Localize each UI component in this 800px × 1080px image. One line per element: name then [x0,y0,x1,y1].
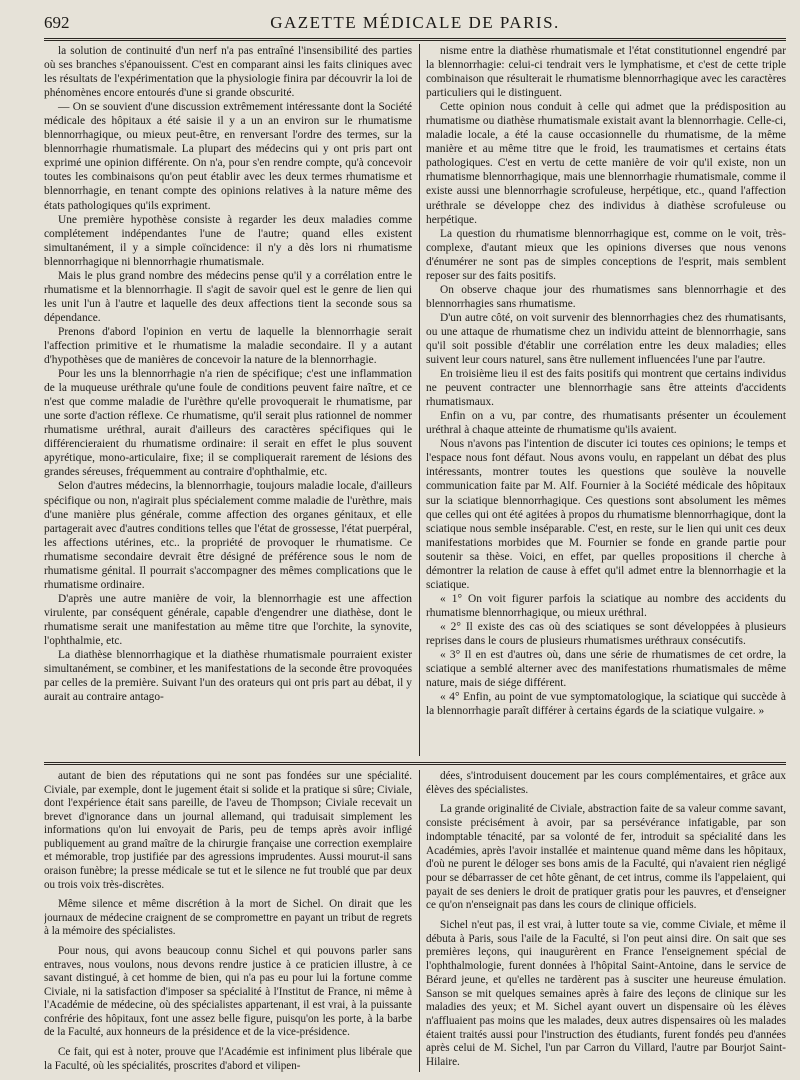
lower-right-column [426,770,786,1072]
section-rule [44,762,786,765]
paragraph: D'après une autre manière de voir, la blennorrhagie est une affection virulente, par conséquent générale, capable d'engendrer une diathèse, dont le rhumatisme serait une manifestation au même titre que l'orchite, la synovite, l'ophthalmie, etc. [44,592,412,647]
paragraph: nisme entre la diathèse rhumatismale et l'état constitutionnel engendré par la blennorrhagie: celui-ci tendrait vers le lymphatisme, et c'est de cette triple combinaison que résulterait le rhumatisme blennorrhagique avec les caractères particuliers qui le distinguent. [426,45,786,100]
paragraph: Même silence et même discrétion à la mort de Sichel. On dirait que les journaux de médecine craignent de se compromettre en payant un tribut de regrets à la mémoire des spécialistes. [44,898,412,938]
paragraph: « 3° Il en est d'autres où, dans une série de rhumatismes de cet ordre, la sciatique a semblé alterner avec des manifestations rhumatismales de même nature, mais de siége différent. [426,649,786,690]
header-rule [44,38,786,41]
paragraph: La grande originalité de Civiale, abstraction faite de sa valeur comme savant, consiste précisément à avoir, par sa persévérance infatigable, par son indomptable ténacité, par sa volonté de fer, introduit sa spécialité dans les Académies, après l'avoir installée et maintenue quand même dans les hôpitaux, d'où ne purent le déloger ses bons amis de la Faculté, qui n'avaient rien négligé pour se débarrasser de cet hôte gênant, de cet intrus, comme ils l'appelaient, qui payait de ses deniers le droit de pratiquer gratis pour les pauvres, et d'enseigner ce qu'on n'enseignait pas dans les cours de clinique officiels. [426,803,786,912]
column-rule [419,44,420,756]
paragraph: D'un autre côté, on voit survenir des blennorrhagies chez des rhumatisants, ou une attaque de rhumatisme chez un individu atteint de blennorrhagie, sans qu'il soit possible d'établir une corrélation entre les deux maladies; elles suivent leur cours naturel, sans être nullement influencées l'une par l'autre. [426,311,786,367]
paragraph: Nous n'avons pas l'intention de discuter ici toutes ces opinions; le temps et l'espace nous font défaut. Nous avons voulu, en rappelant un débat des plus intéressants, montrer toutes les questions que soulève la nouvelle communication faite par M. Alf. Fournier à la Société médicale des hôpitaux sur la sciatique blennorrhagique. Ces questions sont absolument les mêmes que celles qui ont été agitées à propos du rhumatisme blennorrhagique, dont la sciatique nous semble inséparable. C'est, en reste, sur le lien qui unit ces deux manifestations morbides que M. Fournier se fonde en grande partie pour soutenir sa thèse. Voici, en effet, par quelles propositions il cherche à démontrer la relation de cause à effet qu'il admet entre la blennorrhagie et la sciatique. [426,438,786,591]
column-rule [419,770,420,1072]
paragraph: — On se souvient d'une discussion extrêmement intéressante dont la Société médicale des hôpitaux a été saisie il y a un an environ sur le rhumatisme blennorrhagique, ou mieux peut-être, en renversant l'ordre des termes, sur la blennorrhagie rhumatismale. La plupart des médecins qui y ont pris part ont exprimé une opinion différente. On n'a, pour s'en rendre compte, qu'à concevoir toutes les combinaisons qu'on peut établir avec les deux termes rhumatisme et blennorrhagie, en tenant compte des opinions relatives à la nature même des états pathologiques qu'ils expriment. [44,101,412,212]
paragraph: la solution de continuité d'un nerf n'a pas entraîné l'insensibilité des parties où ses branches s'épanouissent. C'est en comparant ainsi les faits cliniques avec les résultats de l'expérimentation que la physiologie finira par découvrir la loi de phénomènes encore entourés d'une si grande obscurité. [44,45,412,100]
publication-title: GAZETTE MÉDICALE DE PARIS. [270,13,560,32]
paragraph: La diathèse blennorrhagique et la diathèse rhumatismale pourraient exister simultanément, se combiner, et les manifestations de la seconde être provoquées par celles de la première. Suivant l'un des orateurs qui ont pris part au débat, il y aurait au contraire antago- [44,649,412,704]
paragraph: En troisième lieu il est des faits positifs qui montrent que certains individus ne peuvent contracter une blennorrhagie sans être atteints d'accidents rhumatismaux. [426,368,786,409]
paragraph: Une première hypothèse consiste à regarder les deux maladies comme complétement indépendantes l'une de l'autre; quand elles existent simultanément, il y a simple coïncidence: il n'y a dès lors ni rhumatisme blennorrhagique ni blennorrhagie rhumatismale. [44,213,412,268]
paragraph: Sichel n'eut pas, il est vrai, à lutter toute sa vie, comme Civiale, et même il débuta à Paris, sous l'aile de la Faculté, si l'on peut ainsi dire. On sait que ses premières leçons, qui inaugurèrent en France l'enseignement spécial de l'ophthalmologie, furent données à l'hôpital Saint-Antoine, dans le service de Bérard jeune, et qu'elles ne tardèrent pas à susciter une heureuse émulation. Sanson se mit quelques semaines après à faire des leçons de clinique sur les maladies des yeux; et M. Sichel ayant ouvert un dispensaire où les élèves n'affluaient pas moins que les malades, deux autres dispensaires où les malades étaient traités aussi pour l'instruction des étudiants, furent fondés peu d'années après celui de M. Sichel, l'un par Carron du Villard, l'autre par Bourjot Saint-Hilaire. [426,919,786,1069]
paragraph: Pour les uns la blennorrhagie n'a rien de spécifique; c'est une inflammation de la muqueuse uréthrale qu'une foule de conditions peuvent faire naître, et ce n'est que comme maladie de l'urèthre qu'elle provoquerait le rhumatisme, par une sorte d'action réflexe. Ce rhumatisme, qu'il serait plus rationnel de nommer rhumatisme uréthral, aurait d'ailleurs des caractères spécifiques qui le différencieraient du rhumatisme ordinaire: il serait en effet le plus souvent apyrétique, mono-articulaire, fixe; il se compliquerait rarement de lésions des grandes séreuses, fréquemment au contraire d'ophthalmie, etc. [44,368,412,479]
paragraph: Mais le plus grand nombre des médecins pense qu'il y a corrélation entre le rhumatisme et la blennorrhagie. Il s'agit de savoir quel est le genre de lien qui les unit l'un à l'autre et laquelle des deux affections tient la seconde sous sa dépendance. [44,269,412,324]
lower-left-column [44,770,412,1072]
paragraph: Ce fait, qui est à noter, prouve que l'Académie est infiniment plus libérale que la Faculté, où les spécialités, proscrites d'abord et vilipen- [44,1045,412,1072]
paragraph: On observe chaque jour des rhumatismes sans blennorrhagie et des blennorrhagies sans rhumatisme. [426,283,786,310]
paragraph: autant de bien des réputations qui ne sont pas fondées sur une spécialité. Civiale, par exemple, dont le jugement était si solide et la pratique si sûre; Civiale, dont l'expérience était sans pareille, de l'aveu de Thompson; Civiale recevait un brevet d'ignorance dans un journal allemand, qui traduisait simplement les informations qu'on lui envoyait de Paris, peu de temps après avoir infligé publiquement au grand maître de la chirurgie française une correction exemplaire et mémorable, trop justifiée par des agressions imprudentes. Aussi mourut-il sans oraison funèbre; la presse médicale se tut et le silence ne fut troublé que par deux ou trois voix très-discrètes. [44,770,412,891]
upper-right-column [426,44,786,756]
paragraph: Selon d'autres médecins, la blennorrhagie, toujours maladie locale, d'ailleurs spécifique ou non, n'agirait plus spécialement comme maladie de l'urèthre, mais d'une manière plus générale, comme affection des organes génitaux, et elle partagerait avec d'autres conditions telles que l'état de grossesse, l'état puerpéral, les affections utérines, etc.. la propriété de provoquer le rhumatisme. Ce rhumatisme secondaire devrait être désigné de préférence sous le nom de rhumatisme génital. Il pourrait s'accompagner des mêmes complications que le rhumatisme ordinaire. [44,480,412,591]
paragraph: « 2° Il existe des cas où des sciatiques se sont développées à plusieurs reprises dans le cours de plusieurs rhumatismes uréthraux consécutifs. [426,620,786,647]
paragraph: dées, s'introduisent doucement par les cours complémentaires, et grâce aux élèves des spécialistes. [426,770,786,796]
paragraph: « 1° On voit figurer parfois la sciatique au nombre des accidents du rhumatisme blennorrhagique, ou mieux uréthral. [426,592,786,619]
paragraph: « 4° Enfin, au point de vue symptomatologique, la sciatique qui succède à la blennorrhagie paraît différer à certains égards de la sciatique vulgaire. » [426,691,786,718]
page-number: 692 [44,13,70,32]
upper-left-column [44,44,412,756]
paragraph: Cette opinion nous conduit à celle qui admet que la prédisposition au rhumatisme ou diathèse rhumatismale existait avant la blennorrhagie. Celle-ci, maladie locale, a été la cause occasionnelle du rhumatisme, de la même manière et au même titre que le froid, les traumatismes et certains états pathologiques. C'est en vertu de cette manière de voir qu'il existe, non un rhumatisme blennorrhagique, mais une blennorrhagie rhumatismale, comme il existe aussi une blennorrhagie scrofuleuse, herpétique, etc., quand l'affection uréthrale se développe chez des individus à diathèse scrofuleuse ou herpétique. [426,101,786,226]
paragraph: Pour nous, qui avons beaucoup connu Sichel et qui pouvons parler sans entraves, nous voulons, nous devons rendre justice à ce praticien illustre, à ce savant distingué, à cet homme de bien, qui n'a pas eu pour lui la fortune comme Civiale, ni la satisfaction d'imposer sa spécialité à l'Institut de France, ni même à l'Académie de médecine, où des spécialistes appartenant, il est vrai, à la puissante confrérie des hôpitaux, font une assez belle figure, puisqu'on les porte, à la barbe de la Faculté, aux honneurs de la présidence et de la vice-présidence. [44,944,412,1039]
paragraph: La question du rhumatisme blennorrhagique est, comme on le voit, très-complexe, d'autant mieux que les opinions diverses que nous venons d'énumérer ne sont pas de simples conceptions de l'esprit, mais semblent reposer sur des faits positifs. [426,227,786,282]
page-header [44,10,786,36]
paragraph: Prenons d'abord l'opinion en vertu de laquelle la blennorrhagie serait l'affection primitive et le rhumatisme la maladie secondaire. Il y a autant d'hypothèses que de manières de concevoir la nature de la blennorrhagie. [44,325,412,367]
paragraph: Enfin on a vu, par contre, des rhumatisants présenter un écoulement uréthral à chaque atteinte de rhumatisme qu'ils avaient. [426,410,786,437]
